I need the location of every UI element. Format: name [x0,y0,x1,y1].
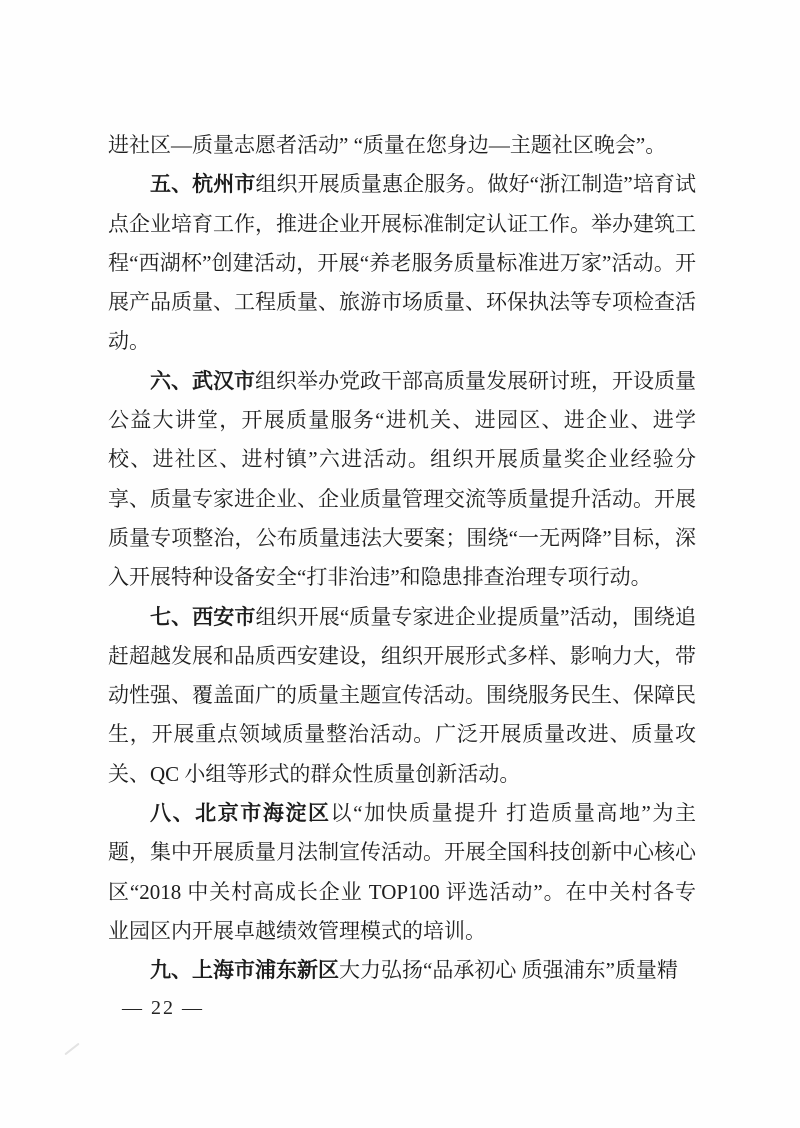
paragraph-text: 组织开展质量惠企服务。做好“浙江制造”培育试点企业培育工作，推进企业开展标准制定认证工作。举办建筑工程“西湖杯”创建活动，开展“养老服务质量标准进万家”活动。开展产品质量、工程质量、旅游市场质量、环保执法等专项检查活动。 [108,172,697,354]
page-number: — 22 — [122,997,204,1019]
paragraph [108,951,696,990]
paragraph [108,598,696,794]
paragraph-lead: 五、杭州市 [150,173,256,197]
paragraph-text: 进社区—质量志愿者活动” “质量在您身边—主题社区晚会”。 [108,133,667,157]
paragraph [108,126,696,165]
paragraph [108,794,696,951]
document-body [108,126,696,991]
paragraph-text: 以“加快质量提升 打造质量高地”为主题，集中开展质量月法制宣传活动。开展全国科技创新中心核心区“2018 中关村高成长企业 TOP100 评选活动”。在中关村各专业园区内开展卓越绩效管理模式的培训。 [108,801,697,943]
paragraph-lead: 七、西安市 [150,605,256,629]
scan-artifact [64,1043,79,1056]
paragraph [108,362,696,598]
paragraph-lead: 六、武汉市 [150,369,255,393]
paragraph-text: 组织举办党政干部高质量发展研讨班，开设质量公益大讲堂，开展质量服务“进机关、进园区、进企业、进学校、进社区、进村镇”六进活动。组织开展质量奖企业经验分享、质量专家进企业、企业质量管理交流等质量提升活动。开展质量专项整治，公布质量违法大要案；围绕“一无两降”目标，深入开展特种设备安全“打非治违”和隐患排查治理专项行动。 [108,368,696,590]
paragraph [108,165,696,361]
paragraph-lead: 八、北京市海淀区 [150,802,331,826]
paragraph-text: 大力弘扬“品承初心 质强浦东”质量精 [339,958,678,983]
paragraph-lead: 九、上海市浦东新区 [150,959,339,983]
paragraph-text: 组织开展“质量专家进企业提质量”活动，围绕追赶超越发展和品质西安建设，组织开展形式多样、影响力大，带动性强、覆盖面广的质量主题宣传活动。围绕服务民生、保障民生，开展重点领域质量整治活动。广泛开展质量改进、质量攻关、QC 小组等形式的群众性质量创新活动。 [108,604,697,786]
